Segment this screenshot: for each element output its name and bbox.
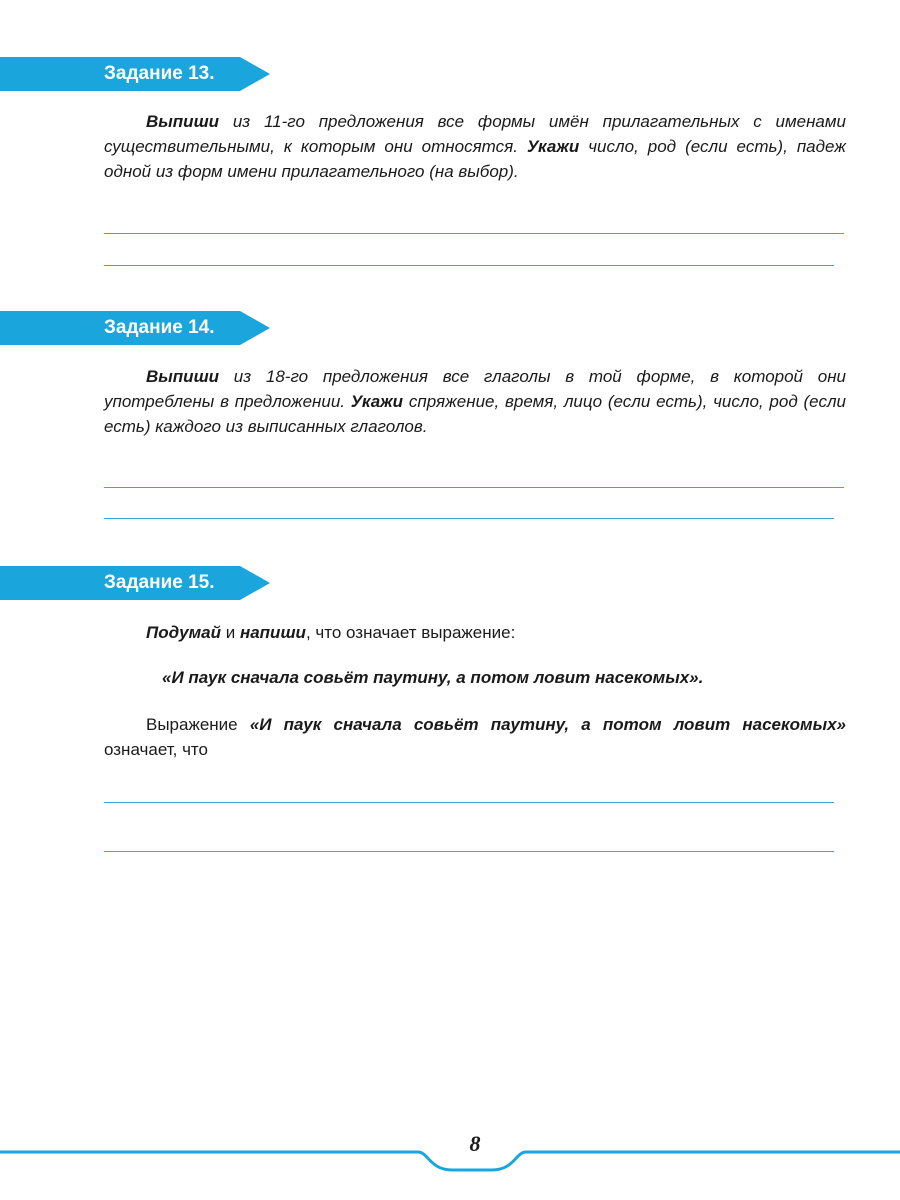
task-15-conj: и [221,623,240,642]
task-14-title: Задание 14. [104,317,215,338]
task-15-quote: «И паук сначала совьёт паутину, а потом ловит насекомых». [162,668,704,687]
task-14-text-1: из 18-го предложения все глаголы в той форме, в которой они употреблены в предложении. [104,367,846,411]
task-14-verb-write: Выпиши [146,367,220,386]
task-13-title: Задание 13. [104,63,215,84]
task-13-answer-line-2[interactable] [104,265,834,266]
task-13-text-1: из 11-го предложения все формы имён прилагательных с именами существительными, к которым они относятся. [104,112,846,156]
task-15-answer-prompt [104,712,846,762]
task-13-text-2: число, род (если есть), падеж одной из форм имени прилагательного (на выбор). [104,137,846,181]
task-15-instruction [104,620,846,645]
page-number: 8 [469,1131,481,1156]
task-15-verb-write: напиши [239,623,306,642]
task-15-text-1: , что означает выражение: [305,623,516,642]
task-13-answer-line-1[interactable] [104,233,844,234]
task-14-answer-line-1[interactable] [104,487,844,488]
task-14-answer-line-2[interactable] [104,518,834,519]
task-15-answer-line-2[interactable] [104,851,834,852]
task-13-instructions [104,109,846,184]
task-15-answer-quote: «И паук сначала совьёт паутину, а потом ловит насекомых» [249,715,847,734]
task-14-instructions [104,364,846,439]
task-15-verb-think: Подумай [146,623,221,642]
task-13-verb-write: Выпиши [146,112,220,131]
task-15-answer-suffix: означает, что [104,740,208,759]
task-15-answer-prefix: Выражение [146,715,250,734]
task-14-verb-specify: Укажи [350,392,404,411]
task-15-title: Задание 15. [104,572,215,593]
task-13-verb-specify: Укажи [526,137,580,156]
task-14-text-2: спряжение, время, лицо (если есть), число, род (если есть) каждого из выписанных глаголов. [104,392,846,436]
task-15-answer-line-1[interactable] [104,802,834,803]
